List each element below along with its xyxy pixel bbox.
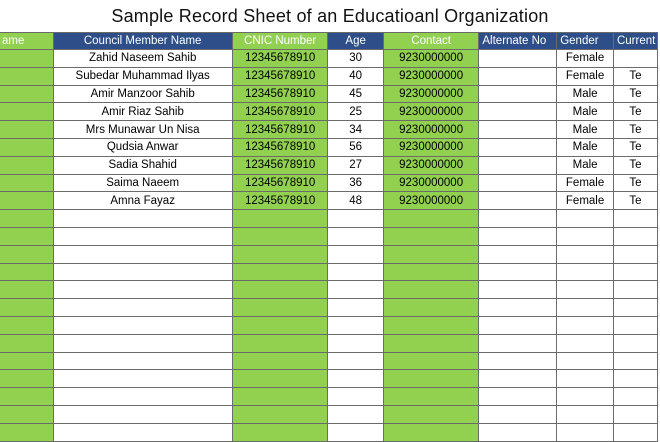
cell-alternate-no[interactable] bbox=[479, 352, 557, 370]
cell-council-member-name[interactable]: Amir Riaz Sahib bbox=[53, 103, 232, 121]
cell-name[interactable] bbox=[0, 103, 53, 121]
table-row bbox=[0, 210, 658, 228]
cell-current[interactable]: Te bbox=[613, 192, 657, 210]
table-row bbox=[0, 370, 658, 388]
cell-name[interactable] bbox=[0, 67, 53, 85]
cell-alternate-no[interactable] bbox=[479, 281, 557, 299]
table-row bbox=[0, 388, 658, 406]
cell-name[interactable] bbox=[0, 85, 53, 103]
cell-current[interactable] bbox=[613, 50, 657, 68]
cell-age[interactable] bbox=[328, 245, 383, 263]
cell-contact[interactable] bbox=[383, 352, 479, 370]
cell-contact[interactable]: 9230000000 bbox=[383, 103, 479, 121]
cell-gender[interactable] bbox=[557, 281, 614, 299]
cell-alternate-no[interactable] bbox=[479, 423, 557, 441]
table-row bbox=[0, 299, 658, 317]
cell-cnic-number[interactable] bbox=[232, 405, 328, 423]
cell-gender[interactable]: Male bbox=[557, 138, 614, 156]
table-row bbox=[0, 423, 658, 441]
cell-age[interactable] bbox=[328, 316, 383, 334]
cell-name[interactable] bbox=[0, 423, 53, 441]
cell-current[interactable] bbox=[613, 227, 657, 245]
cell-council-member-name[interactable]: Qudsia Anwar bbox=[53, 138, 232, 156]
cell-alternate-no[interactable] bbox=[479, 263, 557, 281]
cell-contact[interactable]: 9230000000 bbox=[383, 174, 479, 192]
cell-gender[interactable]: Male bbox=[557, 103, 614, 121]
cell-age[interactable]: 27 bbox=[328, 156, 383, 174]
cell-gender[interactable]: Male bbox=[557, 85, 614, 103]
cell-current[interactable] bbox=[613, 388, 657, 406]
cell-gender[interactable] bbox=[557, 388, 614, 406]
cell-current[interactable]: Te bbox=[613, 85, 657, 103]
cell-name[interactable] bbox=[0, 245, 53, 263]
cell-contact[interactable]: 9230000000 bbox=[383, 121, 479, 139]
cell-cnic-number[interactable] bbox=[232, 227, 328, 245]
cell-council-member-name[interactable] bbox=[53, 388, 232, 406]
header-row bbox=[0, 33, 658, 50]
cell-council-member-name[interactable] bbox=[53, 405, 232, 423]
cell-name[interactable] bbox=[0, 388, 53, 406]
cell-current[interactable]: Te bbox=[613, 174, 657, 192]
cell-cnic-number[interactable] bbox=[232, 352, 328, 370]
column-header-name[interactable]: ame bbox=[0, 33, 53, 50]
cell-contact[interactable] bbox=[383, 370, 479, 388]
cell-gender[interactable]: Male bbox=[557, 156, 614, 174]
cell-current[interactable] bbox=[613, 245, 657, 263]
table-body bbox=[0, 50, 658, 442]
cell-name[interactable] bbox=[0, 281, 53, 299]
cell-current[interactable]: Te bbox=[613, 103, 657, 121]
cell-gender[interactable] bbox=[557, 334, 614, 352]
cell-gender[interactable] bbox=[557, 352, 614, 370]
cell-council-member-name[interactable]: Zahid Naseem Sahib bbox=[53, 50, 232, 68]
cell-alternate-no[interactable] bbox=[479, 405, 557, 423]
cell-current[interactable] bbox=[613, 352, 657, 370]
cell-alternate-no[interactable] bbox=[479, 388, 557, 406]
column-header-age[interactable]: Age bbox=[328, 33, 383, 50]
cell-council-member-name[interactable] bbox=[53, 370, 232, 388]
cell-cnic-number[interactable] bbox=[232, 281, 328, 299]
cell-gender[interactable]: Female bbox=[557, 174, 614, 192]
cell-contact[interactable]: 9230000000 bbox=[383, 156, 479, 174]
column-header-cnic-number[interactable]: CNIC Number bbox=[232, 33, 328, 50]
cell-age[interactable] bbox=[328, 227, 383, 245]
cell-council-member-name[interactable] bbox=[53, 245, 232, 263]
cell-current[interactable] bbox=[613, 334, 657, 352]
cell-current[interactable]: Te bbox=[613, 67, 657, 85]
cell-cnic-number[interactable] bbox=[232, 370, 328, 388]
table-row bbox=[0, 281, 658, 299]
cell-gender[interactable] bbox=[557, 405, 614, 423]
cell-name[interactable] bbox=[0, 210, 53, 228]
cell-council-member-name[interactable]: Amir Manzoor Sahib bbox=[53, 85, 232, 103]
cell-contact[interactable] bbox=[383, 423, 479, 441]
cell-cnic-number[interactable]: 12345678910 bbox=[232, 138, 328, 156]
cell-cnic-number[interactable] bbox=[232, 388, 328, 406]
cell-cnic-number[interactable] bbox=[232, 245, 328, 263]
cell-council-member-name[interactable]: Amna Fayaz bbox=[53, 192, 232, 210]
cell-alternate-no[interactable] bbox=[479, 227, 557, 245]
column-header-gender[interactable]: Gender bbox=[557, 33, 614, 50]
cell-alternate-no[interactable] bbox=[479, 103, 557, 121]
cell-gender[interactable]: Female bbox=[557, 67, 614, 85]
cell-alternate-no[interactable] bbox=[479, 245, 557, 263]
cell-gender[interactable] bbox=[557, 423, 614, 441]
cell-age[interactable] bbox=[328, 352, 383, 370]
table-row bbox=[0, 174, 658, 192]
cell-name[interactable] bbox=[0, 352, 53, 370]
table-row bbox=[0, 138, 658, 156]
cell-council-member-name[interactable] bbox=[53, 423, 232, 441]
cell-cnic-number[interactable] bbox=[232, 316, 328, 334]
cell-name[interactable] bbox=[0, 156, 53, 174]
cell-age[interactable] bbox=[328, 210, 383, 228]
cell-cnic-number[interactable]: 12345678910 bbox=[232, 156, 328, 174]
cell-alternate-no[interactable] bbox=[479, 50, 557, 68]
cell-cnic-number[interactable]: 12345678910 bbox=[232, 85, 328, 103]
cell-current[interactable]: Te bbox=[613, 138, 657, 156]
cell-contact[interactable] bbox=[383, 227, 479, 245]
cell-gender[interactable] bbox=[557, 227, 614, 245]
cell-alternate-no[interactable] bbox=[479, 192, 557, 210]
cell-cnic-number[interactable] bbox=[232, 299, 328, 317]
column-header-alternate-no[interactable]: Alternate No bbox=[479, 33, 557, 50]
column-header-council-member-name[interactable]: Council Member Name bbox=[53, 33, 232, 50]
cell-alternate-no[interactable] bbox=[479, 334, 557, 352]
cell-name[interactable] bbox=[0, 299, 53, 317]
cell-gender[interactable] bbox=[557, 299, 614, 317]
table-row bbox=[0, 192, 658, 210]
column-header-contact[interactable]: Contact bbox=[383, 33, 479, 50]
sheet-title: Sample Record Sheet of an Educatioanl Organization bbox=[111, 6, 549, 26]
cell-age[interactable]: 40 bbox=[328, 67, 383, 85]
cell-contact[interactable] bbox=[383, 334, 479, 352]
cell-gender[interactable] bbox=[557, 245, 614, 263]
cell-name[interactable] bbox=[0, 263, 53, 281]
table-row bbox=[0, 405, 658, 423]
cell-cnic-number[interactable] bbox=[232, 263, 328, 281]
cell-alternate-no[interactable] bbox=[479, 85, 557, 103]
table-row bbox=[0, 103, 658, 121]
cell-contact[interactable] bbox=[383, 281, 479, 299]
cell-alternate-no[interactable] bbox=[479, 138, 557, 156]
cell-cnic-number[interactable]: 12345678910 bbox=[232, 192, 328, 210]
cell-contact[interactable] bbox=[383, 388, 479, 406]
cell-gender[interactable] bbox=[557, 263, 614, 281]
cell-current[interactable] bbox=[613, 423, 657, 441]
cell-council-member-name[interactable] bbox=[53, 227, 232, 245]
cell-alternate-no[interactable] bbox=[479, 156, 557, 174]
cell-name[interactable] bbox=[0, 405, 53, 423]
cell-gender[interactable]: Female bbox=[557, 192, 614, 210]
record-table bbox=[0, 32, 658, 442]
cell-council-member-name[interactable] bbox=[53, 210, 232, 228]
cell-name[interactable] bbox=[0, 121, 53, 139]
cell-gender[interactable]: Male bbox=[557, 121, 614, 139]
cell-council-member-name[interactable] bbox=[53, 299, 232, 317]
cell-alternate-no[interactable] bbox=[479, 316, 557, 334]
column-header-current[interactable]: Current bbox=[613, 33, 657, 50]
cell-cnic-number[interactable]: 12345678910 bbox=[232, 67, 328, 85]
cell-cnic-number[interactable] bbox=[232, 334, 328, 352]
cell-cnic-number[interactable]: 12345678910 bbox=[232, 121, 328, 139]
table-row bbox=[0, 245, 658, 263]
cell-age[interactable]: 56 bbox=[328, 138, 383, 156]
cell-age[interactable] bbox=[328, 281, 383, 299]
cell-alternate-no[interactable] bbox=[479, 174, 557, 192]
cell-council-member-name[interactable] bbox=[53, 334, 232, 352]
cell-council-member-name[interactable]: Mrs Munawar Un Nisa bbox=[53, 121, 232, 139]
cell-contact[interactable] bbox=[383, 263, 479, 281]
cell-alternate-no[interactable] bbox=[479, 67, 557, 85]
cell-contact[interactable]: 9230000000 bbox=[383, 67, 479, 85]
table-row bbox=[0, 67, 658, 85]
cell-name[interactable] bbox=[0, 50, 53, 68]
cell-contact[interactable]: 9230000000 bbox=[383, 138, 479, 156]
cell-council-member-name[interactable]: Saima Naeem bbox=[53, 174, 232, 192]
cell-alternate-no[interactable] bbox=[479, 210, 557, 228]
cell-current[interactable]: Te bbox=[613, 156, 657, 174]
cell-age[interactable] bbox=[328, 370, 383, 388]
cell-contact[interactable] bbox=[383, 210, 479, 228]
cell-name[interactable] bbox=[0, 334, 53, 352]
cell-age[interactable] bbox=[328, 405, 383, 423]
cell-contact[interactable] bbox=[383, 316, 479, 334]
cell-age[interactable] bbox=[328, 334, 383, 352]
cell-age[interactable] bbox=[328, 299, 383, 317]
table-row bbox=[0, 85, 658, 103]
cell-current[interactable] bbox=[613, 263, 657, 281]
cell-current[interactable] bbox=[613, 316, 657, 334]
cell-contact[interactable]: 9230000000 bbox=[383, 192, 479, 210]
cell-cnic-number[interactable]: 12345678910 bbox=[232, 174, 328, 192]
table-row bbox=[0, 263, 658, 281]
cell-cnic-number[interactable] bbox=[232, 423, 328, 441]
table-row bbox=[0, 334, 658, 352]
cell-current[interactable] bbox=[613, 370, 657, 388]
cell-council-member-name[interactable]: Subedar Muhammad Ilyas bbox=[53, 67, 232, 85]
cell-current[interactable] bbox=[613, 299, 657, 317]
cell-alternate-no[interactable] bbox=[479, 370, 557, 388]
cell-contact[interactable] bbox=[383, 405, 479, 423]
cell-council-member-name[interactable] bbox=[53, 316, 232, 334]
table-row bbox=[0, 227, 658, 245]
cell-current[interactable] bbox=[613, 210, 657, 228]
table-row bbox=[0, 352, 658, 370]
cell-name[interactable] bbox=[0, 174, 53, 192]
cell-council-member-name[interactable]: Sadia Shahid bbox=[53, 156, 232, 174]
cell-name[interactable] bbox=[0, 370, 53, 388]
table-row bbox=[0, 121, 658, 139]
cell-current[interactable]: Te bbox=[613, 121, 657, 139]
cell-gender[interactable] bbox=[557, 316, 614, 334]
cell-council-member-name[interactable] bbox=[53, 352, 232, 370]
cell-gender[interactable]: Female bbox=[557, 50, 614, 68]
cell-current[interactable] bbox=[613, 281, 657, 299]
cell-alternate-no[interactable] bbox=[479, 299, 557, 317]
cell-contact[interactable] bbox=[383, 245, 479, 263]
cell-cnic-number[interactable]: 12345678910 bbox=[232, 103, 328, 121]
cell-gender[interactable] bbox=[557, 210, 614, 228]
cell-age[interactable]: 30 bbox=[328, 50, 383, 68]
cell-cnic-number[interactable] bbox=[232, 210, 328, 228]
table-row bbox=[0, 50, 658, 68]
cell-council-member-name[interactable] bbox=[53, 281, 232, 299]
cell-contact[interactable]: 9230000000 bbox=[383, 85, 479, 103]
cell-age[interactable]: 34 bbox=[328, 121, 383, 139]
cell-alternate-no[interactable] bbox=[479, 121, 557, 139]
cell-age[interactable] bbox=[328, 388, 383, 406]
cell-gender[interactable] bbox=[557, 370, 614, 388]
cell-cnic-number[interactable]: 12345678910 bbox=[232, 50, 328, 68]
cell-name[interactable] bbox=[0, 316, 53, 334]
cell-age[interactable]: 25 bbox=[328, 103, 383, 121]
table-row bbox=[0, 156, 658, 174]
cell-name[interactable] bbox=[0, 138, 53, 156]
cell-age[interactable]: 45 bbox=[328, 85, 383, 103]
cell-age[interactable]: 36 bbox=[328, 174, 383, 192]
cell-council-member-name[interactable] bbox=[53, 263, 232, 281]
cell-age[interactable] bbox=[328, 263, 383, 281]
cell-contact[interactable]: 9230000000 bbox=[383, 50, 479, 68]
cell-current[interactable] bbox=[613, 405, 657, 423]
cell-age[interactable]: 48 bbox=[328, 192, 383, 210]
cell-name[interactable] bbox=[0, 227, 53, 245]
cell-contact[interactable] bbox=[383, 299, 479, 317]
cell-age[interactable] bbox=[328, 423, 383, 441]
table-row bbox=[0, 316, 658, 334]
cell-name[interactable] bbox=[0, 192, 53, 210]
